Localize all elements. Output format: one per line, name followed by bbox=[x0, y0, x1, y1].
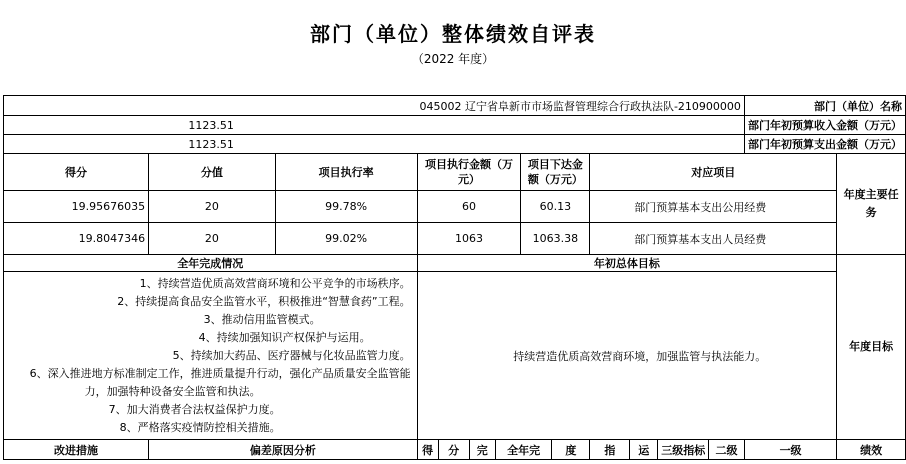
year-subtitle: （2022 年度） bbox=[411, 52, 495, 66]
header-issued-amount: 项目下达金额（万元） bbox=[521, 154, 590, 191]
row1-project: 部门预算基本支出公用经费 bbox=[590, 191, 837, 223]
completion-line: 力，加强特种设备安全监管和执法。 bbox=[84, 384, 261, 398]
row2-rate: 99.02% bbox=[275, 223, 417, 255]
table-row bbox=[4, 223, 906, 255]
header-exec-amount: 项目执行金额（万元） bbox=[417, 154, 521, 191]
budget-expense-value: 1123.51 bbox=[4, 135, 745, 154]
overall-goal-header: 年初总体目标 bbox=[417, 255, 837, 272]
completion-line: 3、推动信用监管模式。 bbox=[203, 312, 321, 326]
col-run: 运 bbox=[630, 440, 658, 460]
row2-result: 19.8047346 bbox=[4, 223, 149, 255]
row1-rate: 99.78% bbox=[275, 191, 417, 223]
col-degree: 度 bbox=[552, 440, 590, 460]
improve-header: 改进措施 bbox=[4, 440, 149, 460]
evaluation-table bbox=[3, 95, 906, 460]
row2-project: 部门预算基本支出人员经费 bbox=[590, 223, 837, 255]
overall-goal-text: 持续营造优质高效营商环境，加强监管与执法能力。 bbox=[417, 272, 837, 440]
unit-name-value: 045002 辽宁省阜新市市场监督管理综合行政执法队-210900000 bbox=[4, 96, 745, 116]
row1-result: 19.95676035 bbox=[4, 191, 149, 223]
budget-expense-label: 部门年初预算支出金额（万元） bbox=[744, 135, 905, 154]
budget-income-value: 1123.51 bbox=[4, 116, 745, 135]
completion-line: 5、持续加大药品、医疗器械与化妆品监管力度。 bbox=[172, 348, 411, 362]
deviation-header: 偏差原因分析 bbox=[149, 440, 418, 460]
col-year-done: 全年完 bbox=[495, 440, 552, 460]
table-row bbox=[4, 191, 906, 223]
completion-line: 1、持续营造优质高效营商环境和公平竞争的市场秩序。 bbox=[139, 276, 411, 290]
row1-budget: 60.13 bbox=[521, 191, 590, 223]
row1-score: 20 bbox=[149, 191, 276, 223]
completion-text bbox=[4, 272, 418, 440]
col-score: 分 bbox=[438, 440, 469, 460]
header-score-value: 分值 bbox=[149, 154, 276, 191]
col-score-result: 得 bbox=[417, 440, 438, 460]
row1-actual: 60 bbox=[417, 191, 521, 223]
completion-line: 8、严格落实疫情防控相关措施。 bbox=[119, 420, 281, 434]
header-exec-rate: 项目执行率 bbox=[275, 154, 417, 191]
header-project: 对应项目 bbox=[590, 154, 837, 191]
budget-income-label: 部门年初预算收入金额（万元） bbox=[744, 116, 905, 135]
completion-line: 2、持续提高食品安全监管水平，积极推进“智慧食药”工程。 bbox=[117, 294, 411, 308]
performance-section-label: 绩效 bbox=[837, 440, 906, 460]
col-level1: 一级 bbox=[744, 440, 836, 460]
row2-actual: 1063 bbox=[417, 223, 521, 255]
completion-header: 全年完成情况 bbox=[4, 255, 418, 272]
col-level3: 三级指标 bbox=[658, 440, 709, 460]
completion-line: 7、加大消费者合法权益保护力度。 bbox=[108, 402, 281, 416]
completion-line: 6、深入推进地方标准制定工作，推进质量提升行动，强化产品质量安全监管能 bbox=[29, 366, 411, 380]
header-score-result: 得分 bbox=[4, 154, 149, 191]
col-done: 完 bbox=[469, 440, 495, 460]
row2-budget: 1063.38 bbox=[521, 223, 590, 255]
col-indicator: 指 bbox=[590, 440, 630, 460]
unit-name-label: 部门（单位）名称 bbox=[744, 96, 905, 116]
col-level2: 二级 bbox=[709, 440, 745, 460]
goals-section-label: 年度目标 bbox=[837, 255, 906, 440]
row2-score: 20 bbox=[149, 223, 276, 255]
completion-line: 4、持续加强知识产权保护与运用。 bbox=[198, 330, 371, 344]
page-title: 部门（单位）整体绩效自评表 bbox=[310, 22, 596, 46]
tasks-section-label: 年度主要任务 bbox=[837, 154, 906, 255]
